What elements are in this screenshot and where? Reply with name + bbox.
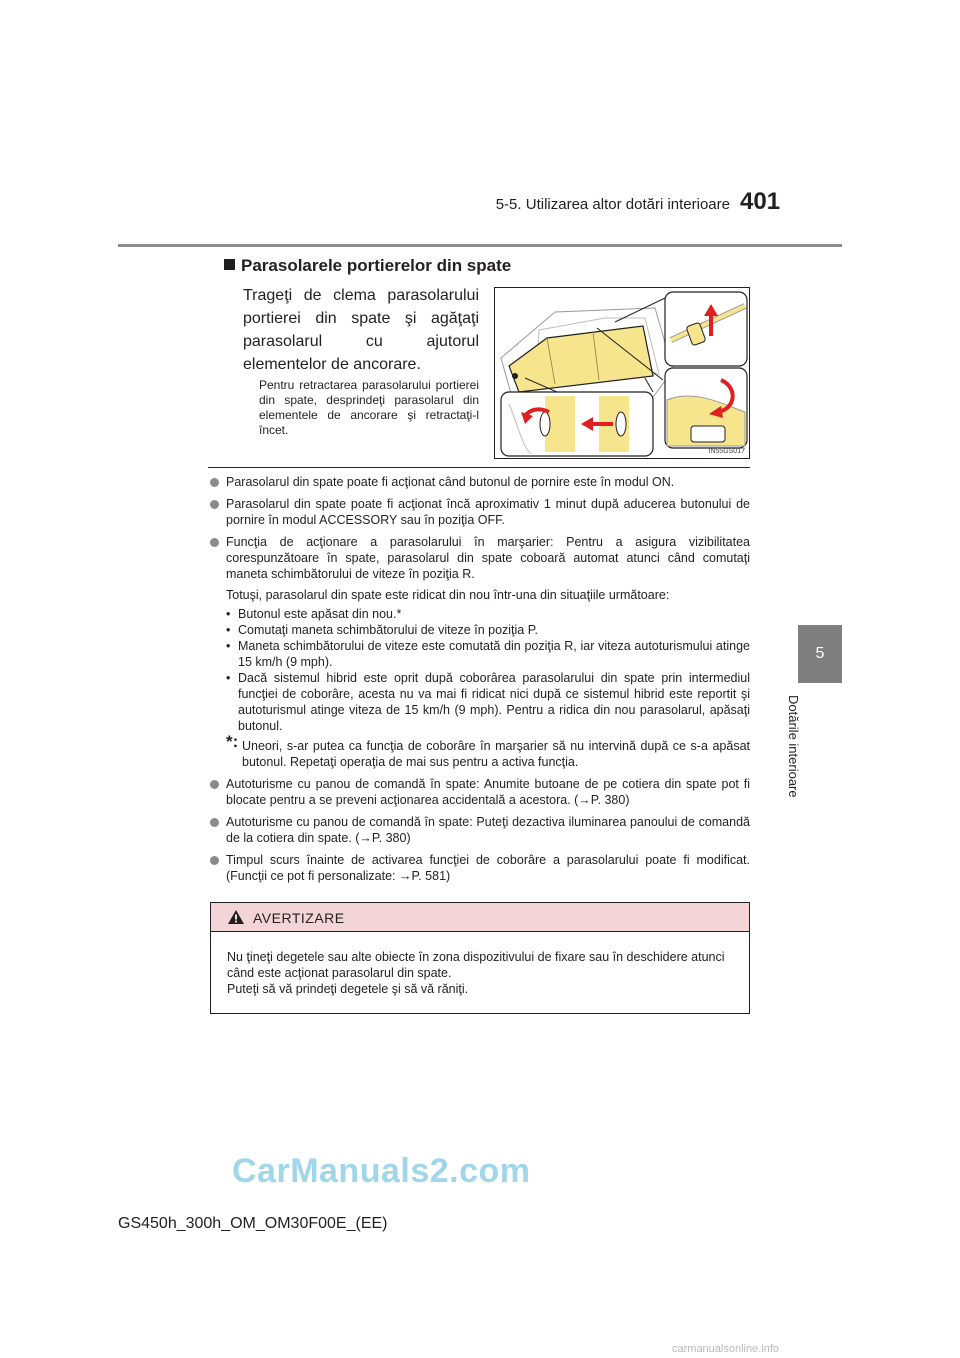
watermark-small: carmanualsonline.info — [672, 1343, 780, 1355]
condition-item: • Butonul este apăsat din nou.* — [226, 606, 750, 622]
watermark: CarManuals2.com — [232, 1152, 531, 1190]
page-number: 401 — [740, 188, 781, 215]
note-item — [210, 852, 750, 884]
section-rule — [208, 467, 750, 468]
sunshade-drawing — [495, 288, 750, 459]
illustration-code: IN55GS017 — [708, 448, 745, 455]
condition-detail — [226, 670, 750, 734]
condition-list — [226, 606, 750, 734]
condition-item: • Maneta schimbătorului de viteze este comutată din poziţia R, iar viteza autoturismului atinge 15 km/h (9 mph). — [226, 638, 750, 670]
note-item — [210, 776, 750, 808]
note-text: Parasolarul din spate poate fi acţionat când butonul de pornire este în modul ON. — [226, 475, 675, 489]
warning-header — [211, 903, 749, 932]
circle-bullet-icon — [210, 538, 219, 547]
note-item — [210, 474, 750, 490]
warning-triangle-icon — [227, 909, 245, 925]
circle-bullet-icon — [210, 478, 219, 487]
condition-item: • Comutaţi maneta schimbătorului de viteze în poziţia P. — [226, 622, 750, 638]
sunshade-illustration — [494, 287, 750, 459]
footnote-mark: *: — [226, 732, 239, 751]
warning-line: Puteţi să vă prindeţi degetele şi să vă răniţi. — [227, 982, 469, 996]
note-item — [210, 534, 750, 770]
note-text: Funcţia de acţionare a parasolarului în marşarier: Pentru a asigura vizibilitatea corespunzătoare în spate, parasolarul din spate coboară automat atunci când comutaţi maneta schimbătorului de viteze în poziţia R. — [226, 535, 750, 581]
note-item — [210, 496, 750, 528]
footnote — [226, 732, 750, 770]
notes-list — [210, 474, 750, 890]
section-heading-text: Parasolarele portierelor din spate — [241, 256, 512, 275]
warning-line: Nu ţineţi degetele sau alte obiecte în zona dispozitivului de fixare sau în deschidere atunci când este acţionat parasolarul din spate. — [227, 950, 725, 980]
running-header-section: 5-5. Utilizarea altor dotări interioare — [495, 196, 730, 213]
footer-model-code: GS450h_300h_OM_OM30F00E_(EE) — [118, 1215, 388, 1232]
chapter-tab-label-text: Dotările interioare — [786, 695, 801, 798]
warning-box — [210, 902, 750, 1014]
note-text: Timpul scurs înainte de activarea funcţiei de coborâre a parasolarului poate fi modificat. (Funcţii ce pot fi personalizate: →P. 581) — [226, 853, 750, 883]
note-paragraph: Totuşi, parasolarul din spate este ridicat din nou într-una din situaţiile următoare: — [226, 588, 670, 602]
condition-detail-text: Dacă sistemul hibrid este oprit după coborârea parasolarului din spate prin intermediul funcţiei de coborâre, acesta nu va mai fi ridicat nici după ce sistemul hibrid este reportit şi autoturismul atinge viteza de 15 km/h (9 mph). Pentru a ridica din nou parasolarul, apăsaţi butonul. — [238, 671, 750, 733]
warning-body — [211, 932, 749, 997]
note-text: Parasolarul din spate poate fi acţionat încă aproximativ 1 minut după aducerea butonului de pornire în modul ACCESSORY sau în poziţia OFF. — [226, 497, 750, 527]
section-heading — [224, 256, 511, 276]
intro-instruction: Trageţi de clema parasolarului portierei din spate şi agăţaţi parasolarul cu ajutorul elementelor de ancorare. — [243, 287, 479, 373]
chapter-tab: 5 — [798, 625, 842, 683]
circle-bullet-icon — [210, 780, 219, 789]
intro-sub-instruction: Pentru retractarea parasolarului portierei din spate, desprindeţi parasolarul din elementele de ancorare şi retractaţi-l încet. — [259, 378, 479, 437]
note-text: Autoturisme cu panou de comandă în spate: Anumite butoane de pe cotiera din spate pot fi blocate pentru a se preveni acţionarea accidentală a acestora. (→P. 380) — [226, 777, 750, 807]
note-text: Autoturisme cu panou de comandă în spate: Puteţi dezactiva iluminarea panoului de comandă de la cotiera din spate. (→P. 380) — [226, 815, 750, 845]
warning-title: AVERTIZARE — [253, 910, 345, 926]
footnote-text: Uneori, s-ar putea ca funcţia de coborâre în marşarier să nu intervină după ce s-a apăsat butonul. Repetaţi operaţia de mai sus pentru a activa funcţia. — [242, 739, 750, 769]
chapter-tab-label — [786, 695, 810, 815]
circle-bullet-icon — [210, 856, 219, 865]
circle-bullet-icon — [210, 818, 219, 827]
circle-bullet-icon — [210, 500, 219, 509]
header-rule — [118, 244, 842, 247]
square-bullet-icon — [224, 259, 235, 270]
note-item — [210, 814, 750, 846]
